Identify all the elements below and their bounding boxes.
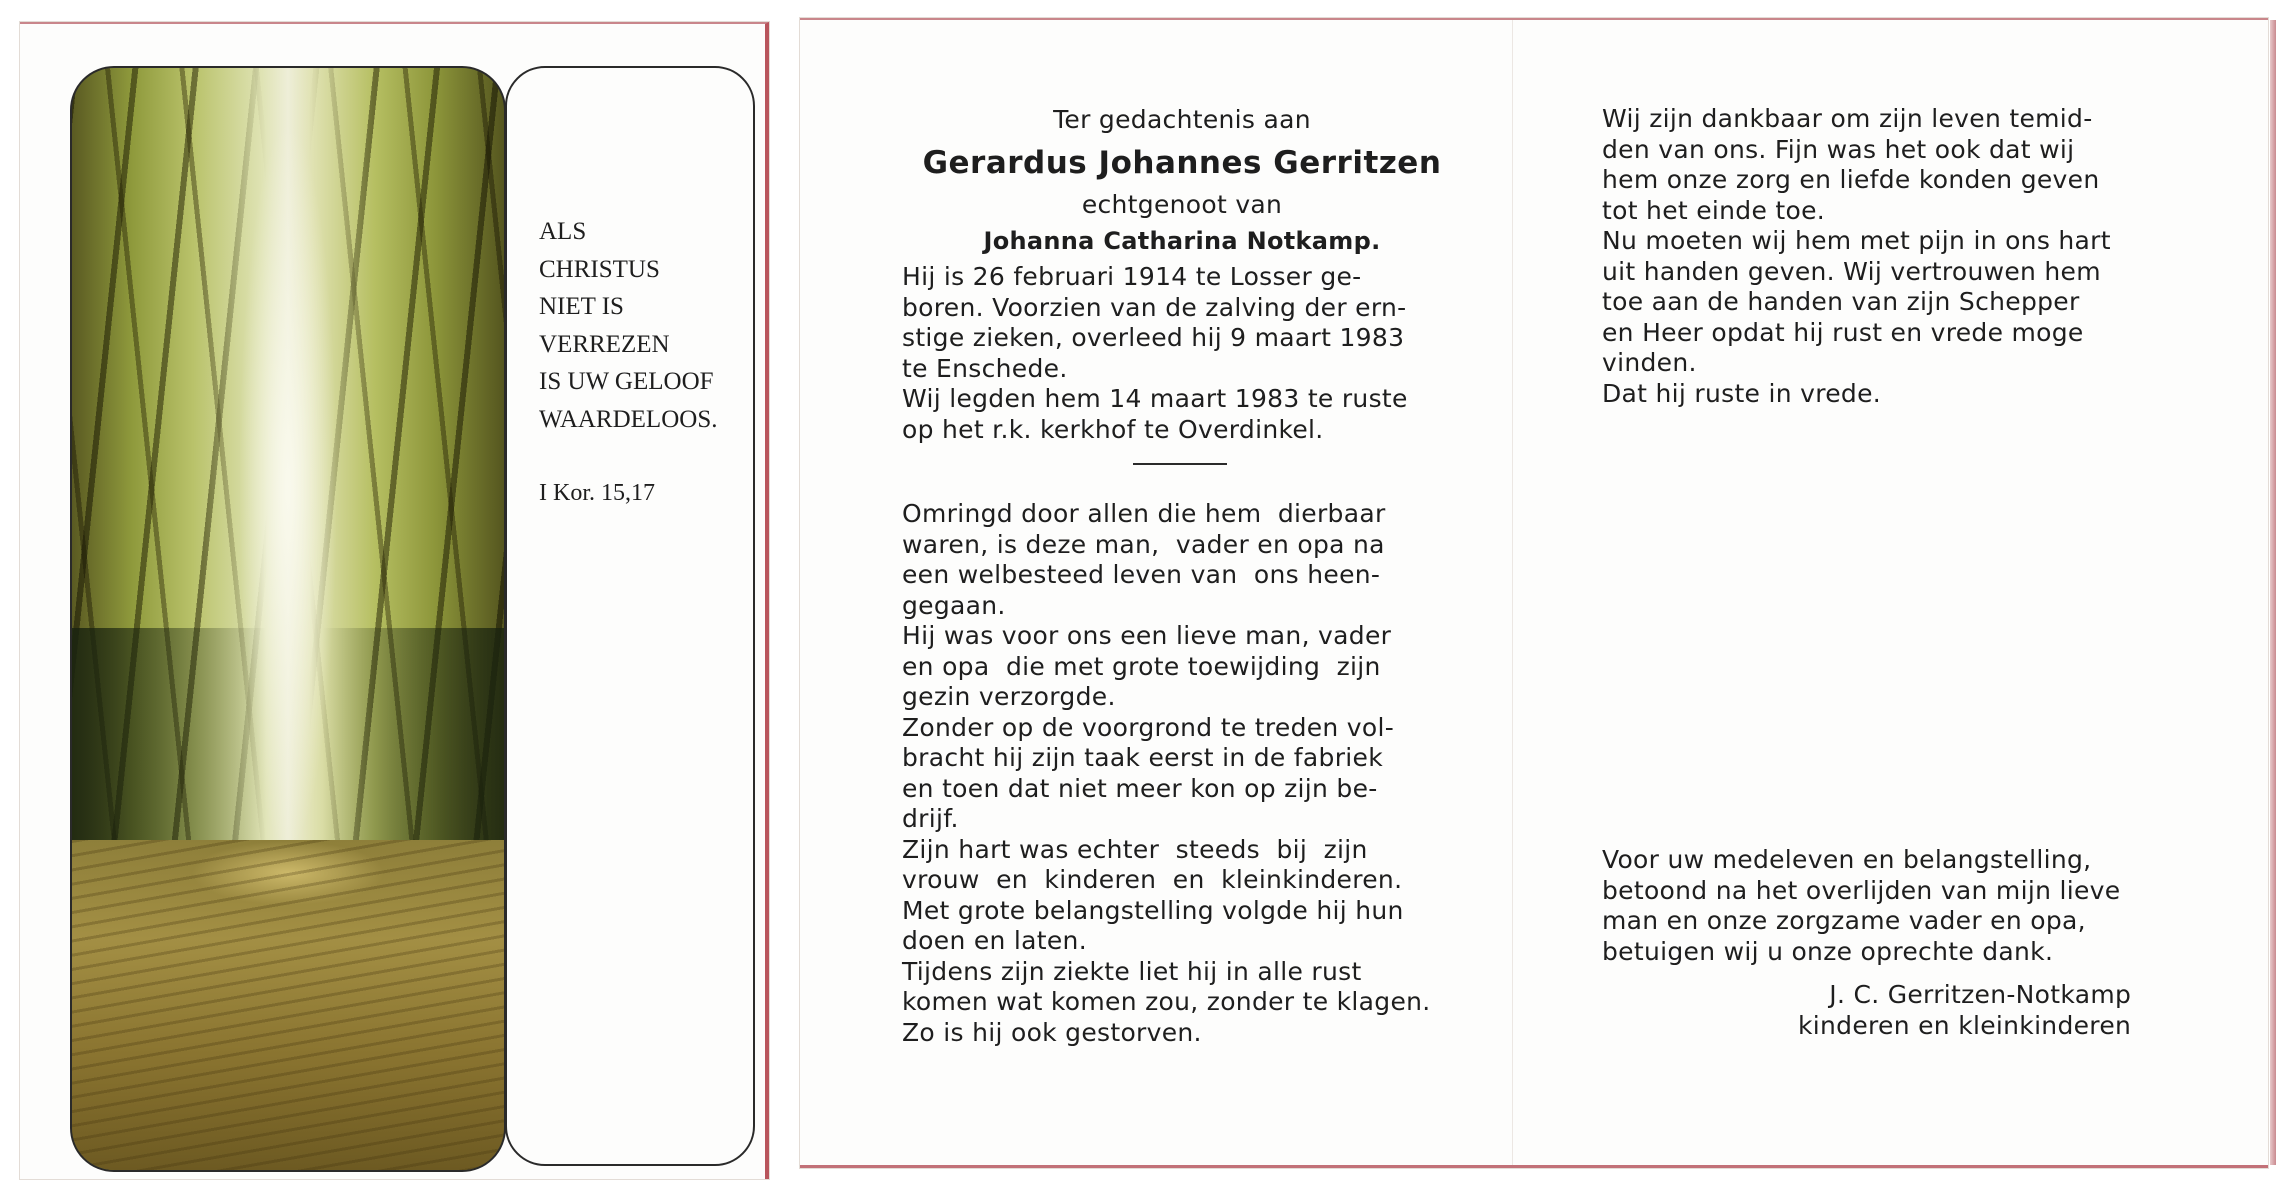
thanks-line: man en onze zorgzame vader en opa, xyxy=(1602,906,2086,935)
thanks-line: Voor uw medeleven en belangstelling, xyxy=(1602,845,2092,874)
gratitude-line: hem onze zorg en liefde konden geven xyxy=(1602,165,2100,194)
gratitude-line: Nu moeten wij hem met pijn in ons hart xyxy=(1602,226,2111,255)
gratitude-line: uit handen geven. Wij vertrouwen hem xyxy=(1602,256,2101,286)
signature-block xyxy=(1798,980,2131,1041)
gratitude-line: tot het einde toe. xyxy=(1602,195,1826,225)
gratitude-line: en Heer opdat hij rust en vrede moge xyxy=(1602,317,2084,347)
gratitude-line: Dat hij ruste in vrede. xyxy=(1602,378,1882,408)
leaf-covered-path xyxy=(72,840,504,1170)
memorial-line: gezin verzorgde. xyxy=(902,682,1116,711)
signature-line: kinderen en kleinkinderen xyxy=(1798,1010,2132,1040)
verse-panel xyxy=(505,66,755,1166)
card-fold xyxy=(1512,20,1513,1165)
memorial-line: waren, is deze man, vader en opa na xyxy=(902,529,1385,559)
memorial-line: Zijn hart was echter steeds bij zijn xyxy=(902,834,1368,864)
bio-line: te Enschede. xyxy=(902,353,1068,383)
memorial-line: bracht hij zijn taak eerst in de fabriek xyxy=(902,743,1383,772)
spouse-intro: echtgenoot van xyxy=(1081,190,1283,219)
memorial-line: Tijdens zijn ziekte liet hij in alle rust xyxy=(902,956,1362,986)
deceased-name: Gerardus Johannes Gerritzen xyxy=(922,145,1442,181)
memorial-text xyxy=(902,499,1462,1048)
gratitude-text xyxy=(1602,104,2162,409)
bible-verse: ALS CHRISTUS NIET IS VERREZEN IS UW GELOOF WAARDELOOS. xyxy=(539,218,718,433)
thanks-line: betoond na het overlijden van mijn lieve xyxy=(1602,875,2121,905)
gratitude-line: toe aan de handen van zijn Schepper xyxy=(1602,287,2080,316)
memorial-line: komen wat komen zou, zonder te klagen. xyxy=(902,987,1431,1016)
card-edge xyxy=(2270,20,2276,1165)
thanks-text xyxy=(1602,845,2120,967)
memorial-line: gegaan. xyxy=(902,590,1006,620)
bio-line: Wij legden hem 14 maart 1983 te ruste xyxy=(902,384,1408,413)
bio-line: Hij is 26 februari 1914 te Losser ge- xyxy=(902,262,1362,291)
memorial-line: Hij was voor ons een lieve man, vader xyxy=(902,621,1392,650)
memorial-line: een welbesteed leven van ons heen- xyxy=(902,560,1381,589)
memorial-line: Met grote belangstelling volgde hij hun xyxy=(902,895,1404,925)
signature-line: J. C. Gerritzen-Notkamp xyxy=(1829,980,2132,1009)
bio-line: stige zieken, overleed hij 9 maart 1983 xyxy=(902,323,1405,352)
memorial-line: Zo is hij ook gestorven. xyxy=(902,1017,1202,1047)
left-text-column xyxy=(902,104,1462,1048)
bio-line: boren. Voorzien van de zalving der ern- xyxy=(902,292,1407,322)
left-card-page xyxy=(20,22,769,1179)
divider-line xyxy=(1133,463,1227,465)
memorial-line: en opa die met grote toewijding zijn xyxy=(902,651,1381,681)
memorial-line: Omringd door allen die hem dierbaar xyxy=(902,499,1386,528)
memorial-line: en toen dat niet meer kon op zijn be- xyxy=(902,773,1378,803)
gratitude-line: Wij zijn dankbaar om zijn leven temid- xyxy=(1602,104,2093,133)
heading-intro: Ter gedachtenis aan xyxy=(1053,105,1311,134)
bio-line: op het r.k. kerkhof te Overdinkel. xyxy=(902,414,1324,444)
verse-reference: I Kor. 15,17 xyxy=(539,480,655,506)
memorial-line: drijf. xyxy=(902,804,959,833)
forest-avenue-photo xyxy=(70,66,506,1172)
memorial-line: doen en laten. xyxy=(902,926,1087,955)
undergrowth-shade xyxy=(72,628,504,858)
biography xyxy=(902,262,1462,445)
gratitude-line: den van ons. Fijn was het ook dat wij xyxy=(1602,134,2075,164)
memorial-heading xyxy=(902,104,1462,262)
gratitude-line: vinden. xyxy=(1602,348,1697,377)
thanks-line: betuigen wij u onze oprechte dank. xyxy=(1602,936,2054,966)
spouse-name: Johanna Catharina Notkamp. xyxy=(983,227,1381,255)
memorial-line: vrouw en kinderen en kleinkinderen. xyxy=(902,865,1403,894)
memorial-line: Zonder op de voorgrond te treden vol- xyxy=(902,712,1395,742)
